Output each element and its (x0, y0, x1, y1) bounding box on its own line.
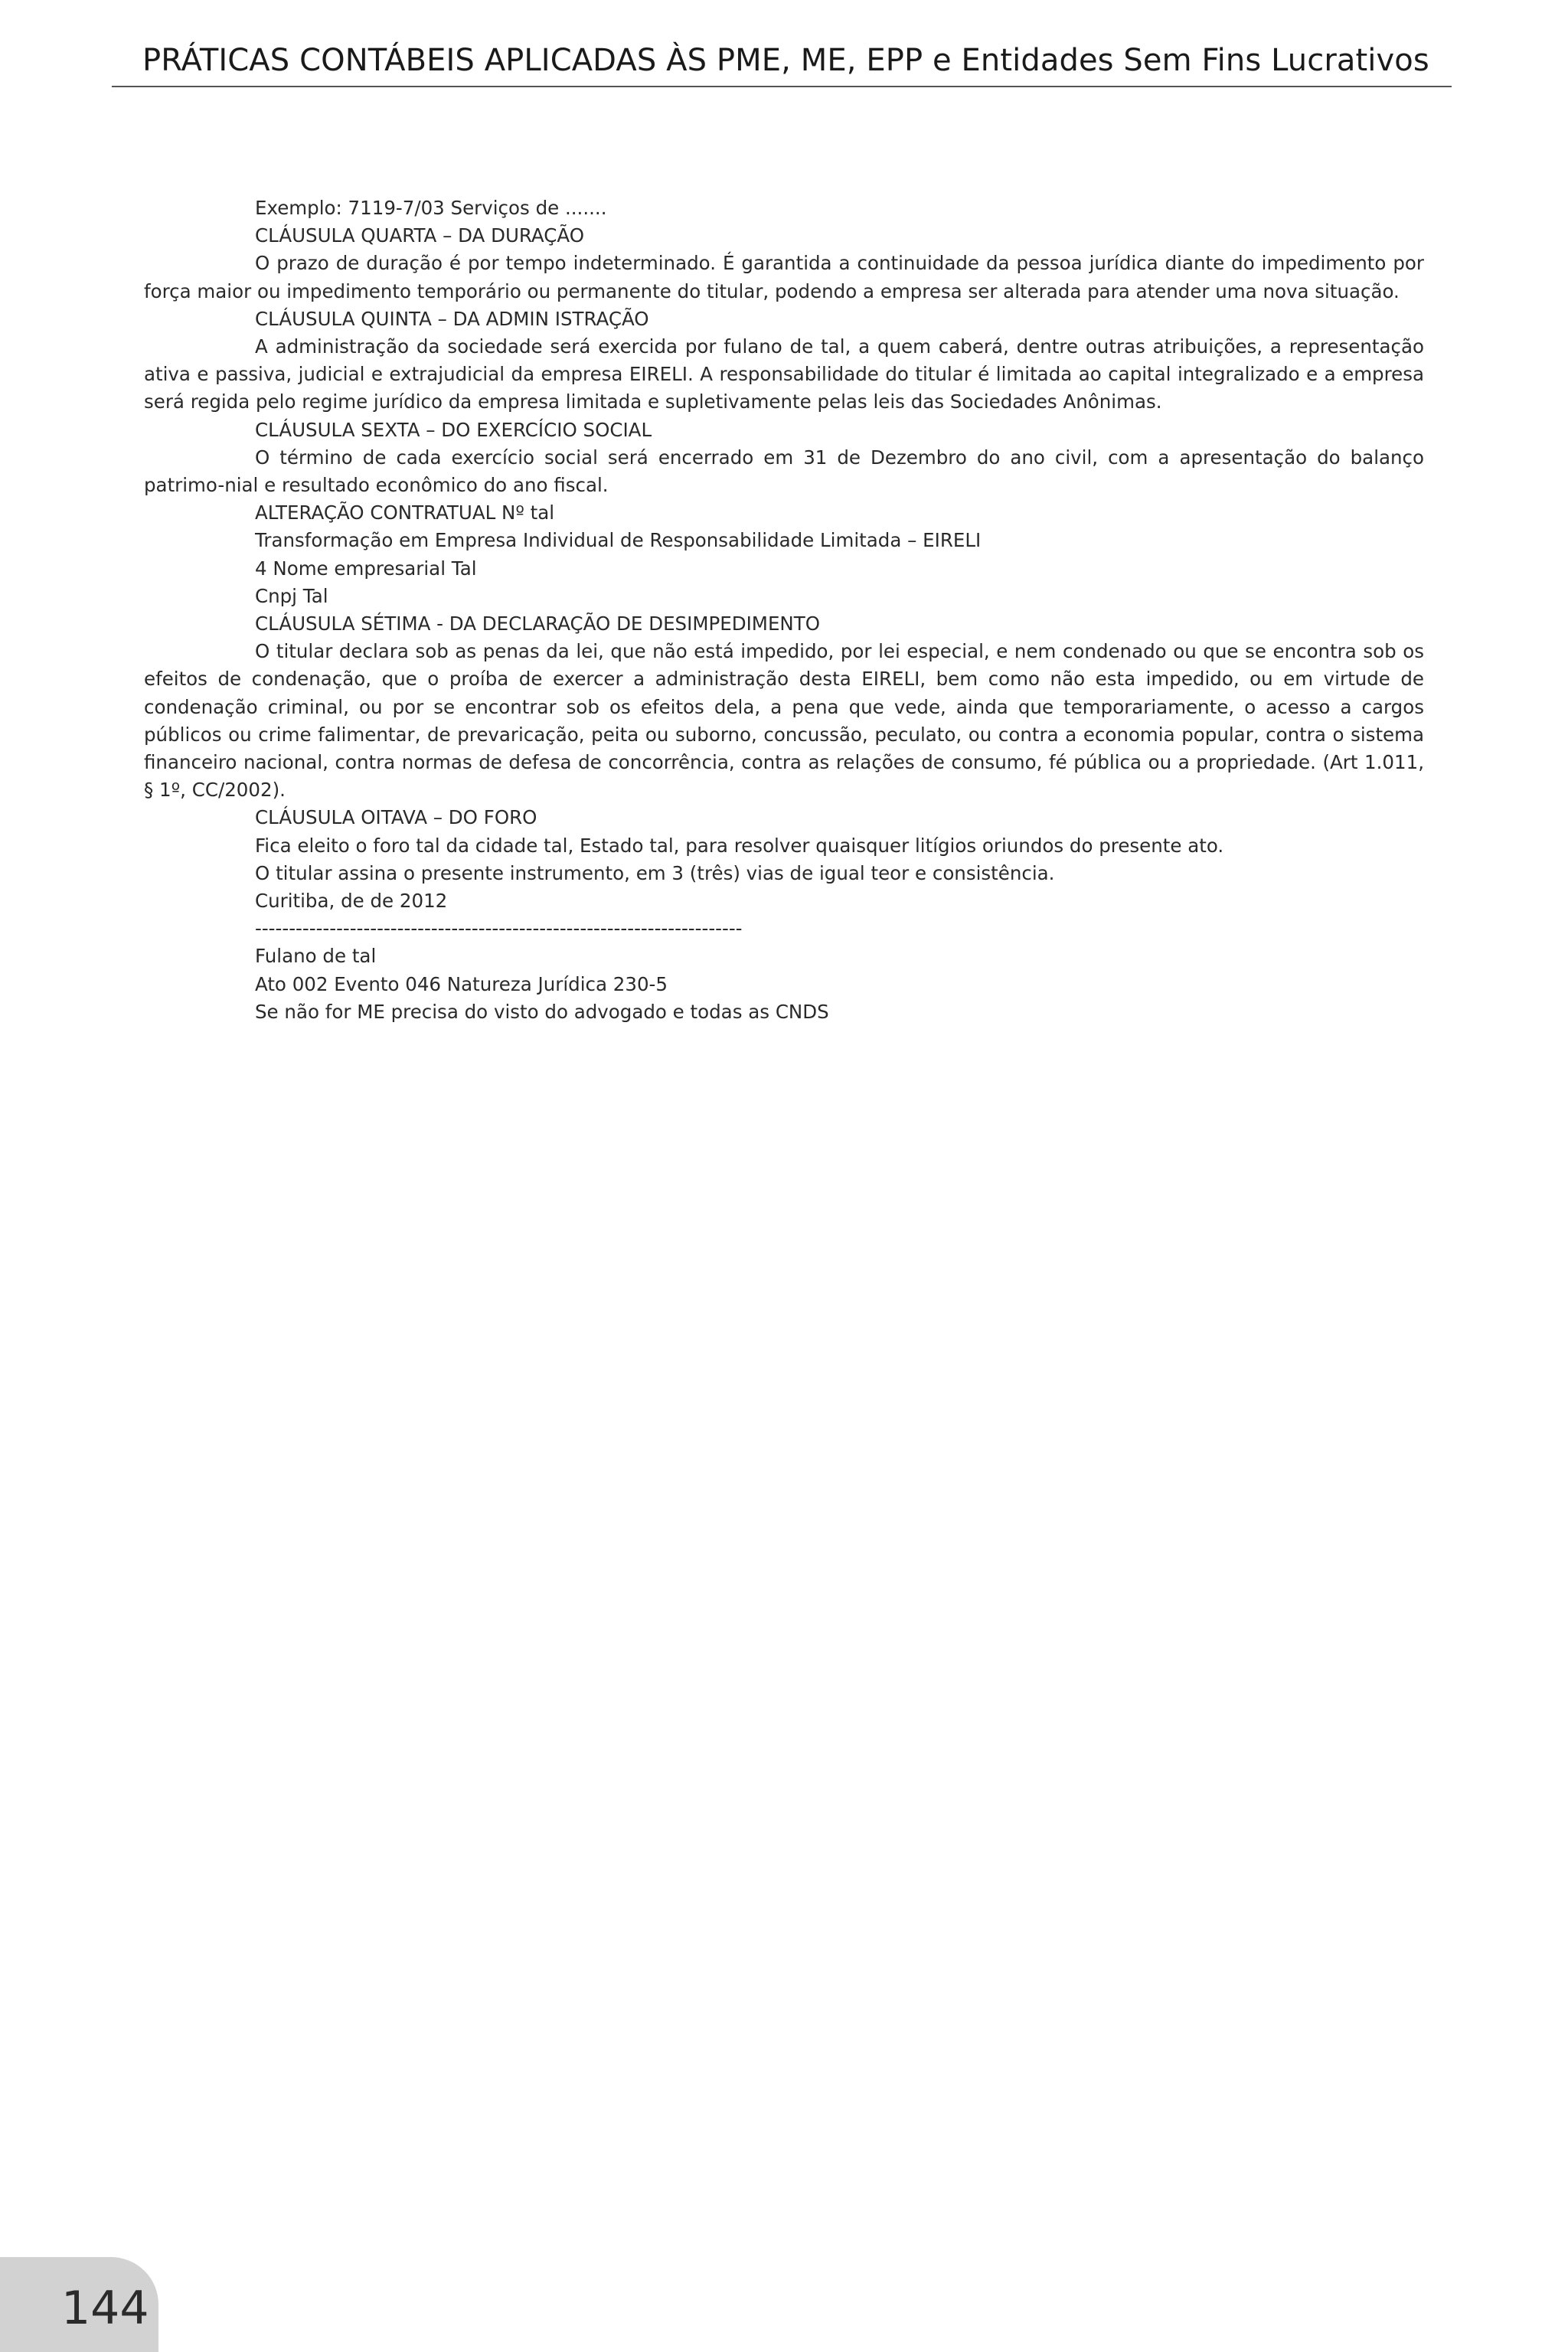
clause-text-administracao: A administração da sociedade será exercida por fulano de tal, a quem caberá, dentre outras atribuições, a representação ativa e passiva, judicial e extrajudicial da empresa EIRELI. A responsabilidade do titular é limitada ao capital integralizado e a empresa será regida pelo regime jurídico da empresa limitada e supletivamente pelas leis das Sociedades Anônimas. (144, 335, 1424, 413)
clause-text-foro: Fica eleito o foro tal da cidade tal, Estado tal, para resolver quaisquer litígios oriundos do presente ato. (255, 834, 1224, 857)
clause-heading-oitava: CLÁUSULA OITAVA – DO FORO (255, 806, 537, 829)
clause-text-exercicio-social: O término de cada exercício social será encerrado em 31 de Dezembro do ano civil, com a apresentação do balanço patrimo-nial e resultado econômico do ano fiscal. (144, 446, 1424, 497)
clause-text-desimpedimento: O titular declara sob as penas da lei, que não está impedido, por lei especial, e nem condenado ou que se encontra sob os efeitos de condenação, que o proíba de exercer a administração desta EIRELI, bem como não esta impedido, ou em virtude de condenação criminal, ou por se encontrar sob os efeitos dela, a pena que vede, ainda que temporariamente, o acesso a cargos públicos ou crime falimentar, de prevaricação, peita ou suborno, concussão, peculato, ou contra a economia popular, contra o sistema financeiro nacional, contra normas de defesa de concorrência, contra as relações de consumo, fé pública ou a propriedade. (Art 1.011, § 1º, CC/2002). (144, 640, 1424, 802)
act-details: Ato 002 Evento 046 Natureza Jurídica 230-5 (255, 972, 668, 995)
signature-line: ------------------------------------------------------------------------ (255, 917, 743, 940)
clause-heading-sexta: CLÁUSULA SEXTA – DO EXERCÍCIO SOCIAL (255, 418, 652, 441)
header-divider (112, 86, 1452, 87)
cnpj-line: Cnpj Tal (255, 584, 328, 607)
transformation-line: Transformação em Empresa Individual de Responsabilidade Limitada – EIRELI (255, 529, 982, 552)
running-title: PRÁTICAS CONTÁBEIS APLICADAS ÀS PME, ME, EPP e Entidades Sem Fins Lucrativos (142, 43, 1429, 78)
clause-text-duracao: O prazo de duração é por tempo indeterminado. É garantida a continuidade da pessoa jurídica diante do impedimento por força maior ou impedimento temporário ou permanente do titular, podendo a empresa ser alterada para atender uma nova situação. (144, 252, 1424, 302)
clause-heading-quinta: CLÁUSULA QUINTA – DA ADMIN ISTRAÇÃO (255, 307, 649, 330)
signature-statement: O titular assina o presente instrumento, em 3 (três) vias de igual teor e consistência. (255, 861, 1055, 884)
note-line: Se não for ME precisa do visto do advogado e todas as CNDS (255, 1000, 829, 1023)
clause-heading-quarta: CLÁUSULA QUARTA – DA DURAÇÃO (255, 224, 584, 247)
page-header (112, 3, 1452, 86)
company-name-line: 4 Nome empresarial Tal (255, 557, 477, 580)
alteration-heading: ALTERAÇÃO CONTRATUAL Nº tal (255, 501, 555, 524)
page-number: 144 (61, 2282, 149, 2335)
clause-heading-setima: CLÁUSULA SÉTIMA - DA DECLARAÇÃO DE DESIMPEDIMENTO (255, 612, 821, 635)
date-line: Curitiba, de de 2012 (255, 890, 448, 913)
document-body (144, 194, 1424, 1026)
example-line: Exemplo: 7119-7/03 Serviços de ....... (255, 197, 607, 219)
signer-name: Fulano de tal (255, 945, 377, 968)
